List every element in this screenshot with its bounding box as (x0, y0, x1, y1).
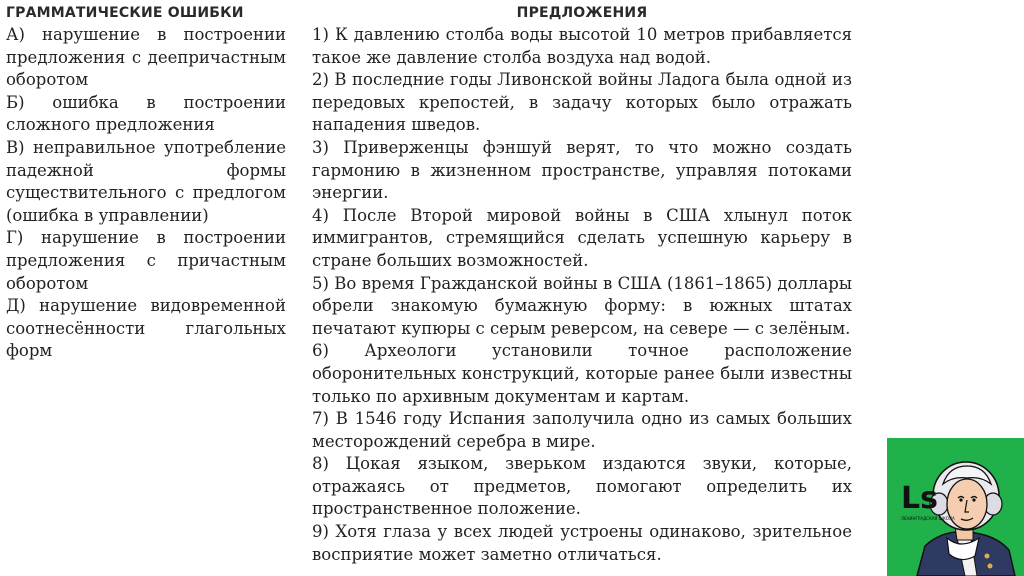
sentence-2: 2) В последние годы Ливонской войны Ладога была одной из передовых крепостей, в задачу которых было отражать нападения шведов. (312, 70, 852, 135)
error-item-a: А) нарушение в построении предложения с деепричастным оборотом (6, 25, 286, 90)
logo-letters: Ls (901, 481, 938, 516)
grammar-errors-column (6, 2, 286, 363)
sentence-1: 1) К давлению столба воды высотой 10 метров прибавляется такое же давление столба воздуха над водой. (312, 25, 852, 67)
grammar-errors-heading: ГРАММАТИЧЕСКИЕ ОШИБКИ (6, 5, 244, 21)
error-item-d: Д) нарушение видовременной соотнесённости глагольных форм (6, 296, 286, 361)
error-item-g: Г) нарушение в построении предложения с причастным оборотом (6, 228, 286, 293)
sentence-9: 9) Хотя глаза у всех людей устроены одинаково, зрительное восприятие может заметно отличаться. (312, 522, 852, 564)
sentences-column (312, 2, 852, 566)
sentence-3: 3) Приверженцы фэншуй верят, то что можно создать гармонию в жизненном пространстве, управляя потоками энергии. (312, 137, 852, 203)
error-item-v: В) неправильное употребление падежной формы существительного с предлогом (ошибка в управлении) (6, 137, 286, 225)
sentence-8: 8) Цокая языком, зверьком издаются звуки, которые, отражаясь от предметов, помогают определить их пространственное положение. (312, 454, 852, 519)
logo-caption: ЛЕНИНГРАДСКАЯ ШКОЛА (901, 516, 955, 521)
sentence-6: 6) Археологи установили точное расположение оборонительных конструкций, которые ранее были известны только по архивным документам и картам. (312, 341, 852, 406)
sentence-4: 4) После Второй мировой войны в США хлынул поток иммигрантов, стремящийся сделать успешную карьеру в стране больших возможностей. (312, 205, 852, 270)
sentences-heading: ПРЕДЛОЖЕНИЯ (516, 5, 648, 21)
school-logo (887, 438, 1024, 576)
sentence-7: 7) В 1546 году Испания заполучила одно из самых больших месторождений серебра в мире. (312, 409, 852, 451)
portrait-illustration (887, 438, 1024, 576)
error-item-b: Б) ошибка в построении сложного предложения (6, 92, 286, 135)
sentence-5: 5) Во время Гражданской войны в США (1861–1865) доллары обрели знакомую бумажную форму: в южных штатах печатают купюры с серым реверсом, на севере — с зелёным. (312, 273, 852, 338)
